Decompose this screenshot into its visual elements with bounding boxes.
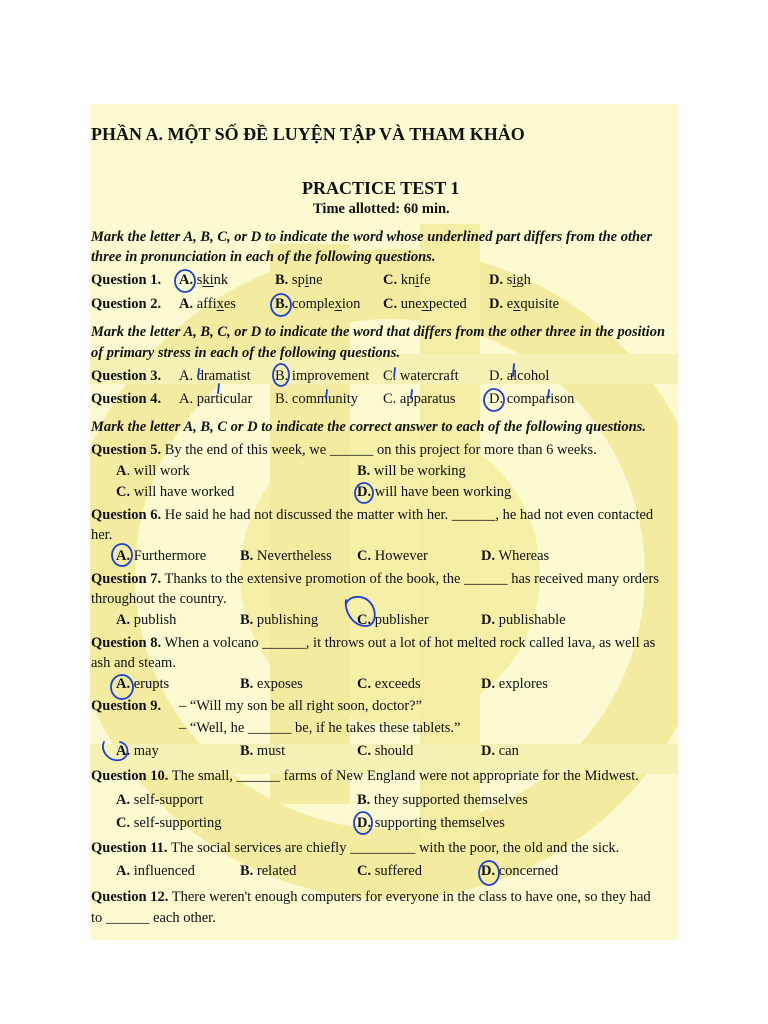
instruction-pronunciation-line2: three in pronunciation in each of the following questions.: [91, 249, 436, 265]
q4-option-d[interactable]: D. comparison: [489, 391, 575, 407]
q10-option-d[interactable]: D. supporting themselves: [357, 815, 505, 831]
q4-option-a[interactable]: A. particular: [179, 391, 253, 407]
question-4-label: Question 4.: [91, 391, 162, 407]
q3-option-d[interactable]: D. alcohol: [489, 368, 550, 384]
time-allotted: Time allotted: 60 min.: [313, 201, 450, 217]
q1-option-a[interactable]: A. skink: [179, 272, 229, 288]
q6-option-b[interactable]: B. Nevertheless: [240, 548, 332, 564]
q3-option-b[interactable]: B. improvement: [275, 368, 370, 384]
question-2-label: Question 2.: [91, 296, 162, 312]
q2-option-d[interactable]: D. exquisite: [489, 296, 560, 312]
q8-option-a[interactable]: A. erupts: [116, 676, 170, 692]
question-8-line2: ash and steam.: [91, 655, 176, 671]
question-8-line1: Question 8. When a volcano ______, it throws out a lot of hot melted rock called lava, as well as: [91, 635, 656, 651]
q5-option-b[interactable]: B. will be working: [357, 463, 466, 479]
test-title: PRACTICE TEST 1: [302, 178, 460, 198]
q8-option-c[interactable]: C. exceeds: [357, 676, 421, 692]
q1-option-b[interactable]: B. spine: [275, 272, 323, 288]
q2-option-b[interactable]: B. complexion: [275, 296, 361, 312]
question-10: Question 10. The small, ______ farms of New England were not appropriate for the Midwest.: [91, 768, 639, 784]
q11-option-d[interactable]: D. concerned: [481, 863, 559, 879]
q6-option-a[interactable]: A. Furthermore: [116, 548, 207, 564]
q7-option-c[interactable]: C. publisher: [357, 612, 429, 628]
question-7-line1: Question 7. Thanks to the extensive promotion of the book, the ______ has received many orders: [91, 571, 659, 587]
q7-option-d[interactable]: D. publishable: [481, 612, 566, 628]
q5-option-c[interactable]: C. will have worked: [116, 484, 235, 500]
q10-option-b[interactable]: B. they supported themselves: [357, 792, 528, 808]
q11-option-a[interactable]: A. influenced: [116, 863, 195, 879]
question-12-line1: Question 12. There weren't enough computers for everyone in the class to have one, so they had: [91, 889, 651, 905]
q7-option-a[interactable]: A. publish: [116, 612, 177, 628]
q4-option-c[interactable]: C. apparatus: [383, 391, 456, 407]
question-1-label: Question 1.: [91, 272, 162, 288]
q7-option-b[interactable]: B. publishing: [240, 612, 319, 628]
instruction-pronunciation-line1: Mark the letter A, B, C, or D to indicate the word whose underlined part differs from the other: [91, 229, 653, 245]
question-7-line2: throughout the country.: [91, 591, 227, 607]
q2-option-a[interactable]: A. affixes: [179, 296, 236, 312]
q3-option-c[interactable]: C. watercraft: [383, 368, 459, 384]
section-title: PHẦN A. MỘT SỐ ĐỀ LUYỆN TẬP VÀ THAM KHẢO: [91, 124, 525, 144]
q10-option-a[interactable]: A. self-support: [116, 792, 203, 808]
q2-option-c[interactable]: C. unexpected: [383, 296, 467, 312]
q1-option-d[interactable]: D. sigh: [489, 272, 531, 288]
question-5: Question 5. By the end of this week, we ______ on this project for more than 6 weeks.: [91, 442, 597, 458]
instruction-stress-line1: Mark the letter A, B, C, or D to indicate the word that differs from the other three in the position: [91, 324, 666, 340]
q5-option-d[interactable]: D. will have been working: [357, 484, 512, 500]
q3-option-a[interactable]: A. dramatist: [179, 368, 251, 384]
instruction-stress-line2: of primary stress in each of the following questions.: [91, 345, 400, 361]
q9-option-d[interactable]: D. can: [481, 743, 519, 759]
q11-option-b[interactable]: B. related: [240, 863, 297, 879]
q11-option-c[interactable]: C. suffered: [357, 863, 422, 879]
q9-option-b[interactable]: B. must: [240, 743, 286, 759]
question-9-line1: – “Will my son be all right soon, doctor?”: [179, 698, 423, 714]
instruction-correct-answer: Mark the letter A, B, C or D to indicate the correct answer to each of the following questions.: [91, 419, 646, 435]
question-11: Question 11. The social services are chiefly _________ with the poor, the old and the sick.: [91, 840, 620, 856]
q4-option-b[interactable]: B. community: [275, 391, 358, 407]
question-9-line2: – “Well, he ______ be, if he takes these tablets.”: [179, 720, 461, 736]
q6-option-c[interactable]: C. However: [357, 548, 428, 564]
question-3-label: Question 3.: [91, 368, 162, 384]
q1-option-c[interactable]: C. knife: [383, 272, 431, 288]
q10-option-c[interactable]: C. self-supporting: [116, 815, 222, 831]
q6-option-d[interactable]: D. Whereas: [481, 548, 550, 564]
q8-option-d[interactable]: D. explores: [481, 676, 548, 692]
q5-option-a[interactable]: A. will work: [116, 463, 190, 479]
q8-option-b[interactable]: B. exposes: [240, 676, 303, 692]
question-6-line2: her.: [91, 527, 113, 543]
question-12-line2: to ______ each other.: [91, 910, 216, 926]
question-9-label: Question 9.: [91, 698, 162, 714]
q9-option-a[interactable]: A. may: [116, 743, 159, 759]
q9-option-c[interactable]: C. should: [357, 743, 414, 759]
question-6-line1: Question 6. He said he had not discussed the matter with her. ______, he had not even contacted: [91, 507, 654, 523]
